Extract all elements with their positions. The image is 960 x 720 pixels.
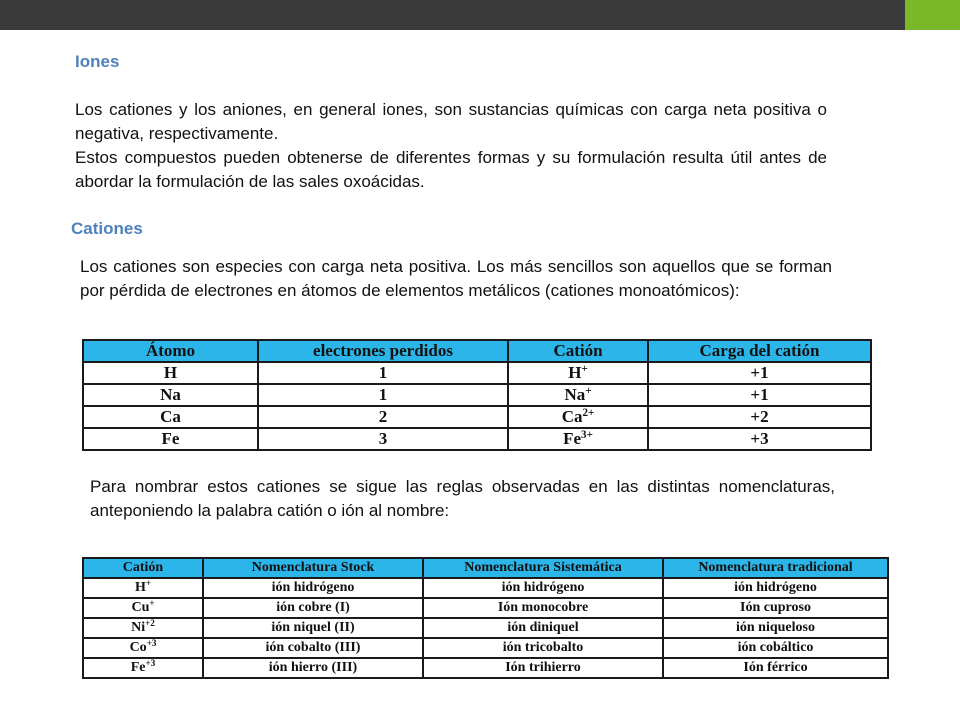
cation-charge-sup: +3 bbox=[145, 658, 156, 668]
table-row bbox=[83, 406, 871, 428]
charge-cell: +1 bbox=[648, 362, 871, 384]
traditional-cell: ión cobáltico bbox=[663, 638, 888, 658]
cation-cell bbox=[83, 618, 203, 638]
traditional-cell: ión niqueloso bbox=[663, 618, 888, 638]
table-row bbox=[83, 578, 888, 598]
systematic-cell: ión hidrógeno bbox=[423, 578, 663, 598]
cation-charge-sup: + bbox=[145, 578, 152, 588]
cation-charge-sup: + bbox=[585, 384, 592, 397]
atom-cell: H bbox=[83, 362, 258, 384]
iones-paragraph-1: Los cationes y los aniones, en general iones, son sustancias químicas con carga neta positiva o negativa, respectivamente. bbox=[75, 100, 827, 143]
systematic-cell: Ión monocobre bbox=[423, 598, 663, 618]
iones-paragraph-2: Estos compuestos pueden obtenerse de diferentes formas y su formulación resulta útil antes de abordar la formulación de las sales oxoácidas. bbox=[75, 148, 827, 191]
nomenclature-table bbox=[82, 557, 889, 679]
cation-cell bbox=[508, 428, 648, 450]
cation-charge-sup: + bbox=[149, 598, 155, 608]
cation-cell bbox=[83, 578, 203, 598]
cation-charge-sup: 2+ bbox=[582, 406, 595, 419]
header-systematic: Nomenclatura Sistemática bbox=[423, 558, 663, 578]
cation-charge-sup: +3 bbox=[146, 638, 157, 648]
header-lost-electrons: electrones perdidos bbox=[258, 340, 508, 362]
stock-cell: ión cobalto (III) bbox=[203, 638, 423, 658]
stock-cell: ión niquel (II) bbox=[203, 618, 423, 638]
atom-cell: Fe bbox=[83, 428, 258, 450]
header-traditional: Nomenclatura tradicional bbox=[663, 558, 888, 578]
systematic-cell: ión tricobalto bbox=[423, 638, 663, 658]
cation-symbol: H bbox=[134, 580, 146, 595]
systematic-cell: ión diniquel bbox=[423, 618, 663, 638]
iones-text bbox=[75, 98, 827, 194]
lost-cell: 1 bbox=[258, 362, 508, 384]
atom-cell: Ca bbox=[83, 406, 258, 428]
cation-cell bbox=[83, 638, 203, 658]
lost-cell: 1 bbox=[258, 384, 508, 406]
table-header-row bbox=[83, 558, 888, 578]
cation-cell bbox=[83, 658, 203, 678]
header-charge: Carga del catión bbox=[648, 340, 871, 362]
cation-charge-sup: 3+ bbox=[581, 428, 593, 441]
cation-symbol: Fe bbox=[130, 660, 146, 675]
cation-cell bbox=[508, 406, 648, 428]
stock-cell: ión hidrógeno bbox=[203, 578, 423, 598]
table-header-row bbox=[83, 340, 871, 362]
naming-text bbox=[90, 475, 835, 523]
table-row bbox=[83, 384, 871, 406]
cation-symbol: H bbox=[568, 363, 582, 382]
header-cation: Catión bbox=[508, 340, 648, 362]
traditional-cell: ión hidrógeno bbox=[663, 578, 888, 598]
naming-paragraph: Para nombrar estos cationes se sigue las reglas observadas en las distintas nomenclaturas, anteponiendo la palabra catión o ión al nombre: bbox=[90, 477, 835, 520]
charge-cell: +2 bbox=[648, 406, 871, 428]
cation-cell bbox=[508, 384, 648, 406]
lost-cell: 2 bbox=[258, 406, 508, 428]
section-title-cationes: Cationes bbox=[71, 219, 143, 238]
table-row bbox=[83, 658, 888, 678]
table-row bbox=[83, 598, 888, 618]
systematic-cell: Ión trihierro bbox=[423, 658, 663, 678]
cation-symbol: Fe bbox=[563, 429, 582, 448]
cation-symbol: Ca bbox=[561, 407, 583, 426]
lost-cell: 3 bbox=[258, 428, 508, 450]
cation-symbol: Ni bbox=[131, 620, 146, 635]
header-cation: Catión bbox=[83, 558, 203, 578]
traditional-cell: Ión férrico bbox=[663, 658, 888, 678]
table-row bbox=[83, 428, 871, 450]
cation-symbol: Na bbox=[564, 385, 586, 404]
cation-symbol: Cu bbox=[131, 600, 150, 615]
header-atom: Átomo bbox=[83, 340, 258, 362]
charge-cell: +1 bbox=[648, 384, 871, 406]
atom-cell: Na bbox=[83, 384, 258, 406]
charge-cell: +3 bbox=[648, 428, 871, 450]
traditional-cell: Ión cuproso bbox=[663, 598, 888, 618]
cation-charge-sup: + bbox=[581, 362, 588, 375]
section-title-iones: Iones bbox=[75, 52, 120, 71]
stock-cell: ión hierro (III) bbox=[203, 658, 423, 678]
top-bar bbox=[0, 0, 960, 30]
header-stock: Nomenclatura Stock bbox=[203, 558, 423, 578]
cation-charge-table bbox=[82, 339, 872, 451]
cationes-text bbox=[80, 255, 832, 303]
cation-cell bbox=[508, 362, 648, 384]
cation-cell bbox=[83, 598, 203, 618]
cation-charge-sup: +2 bbox=[145, 618, 155, 628]
table-row bbox=[83, 638, 888, 658]
stock-cell: ión cobre (I) bbox=[203, 598, 423, 618]
table-row bbox=[83, 362, 871, 384]
cation-symbol: Co bbox=[129, 640, 147, 655]
top-bar-accent bbox=[905, 0, 960, 30]
cationes-paragraph: Los cationes son especies con carga neta positiva. Los más sencillos son aquellos que se forman por pérdida de electrones en átomos de elementos metálicos (cationes monoatómicos): bbox=[80, 257, 832, 300]
table-row bbox=[83, 618, 888, 638]
